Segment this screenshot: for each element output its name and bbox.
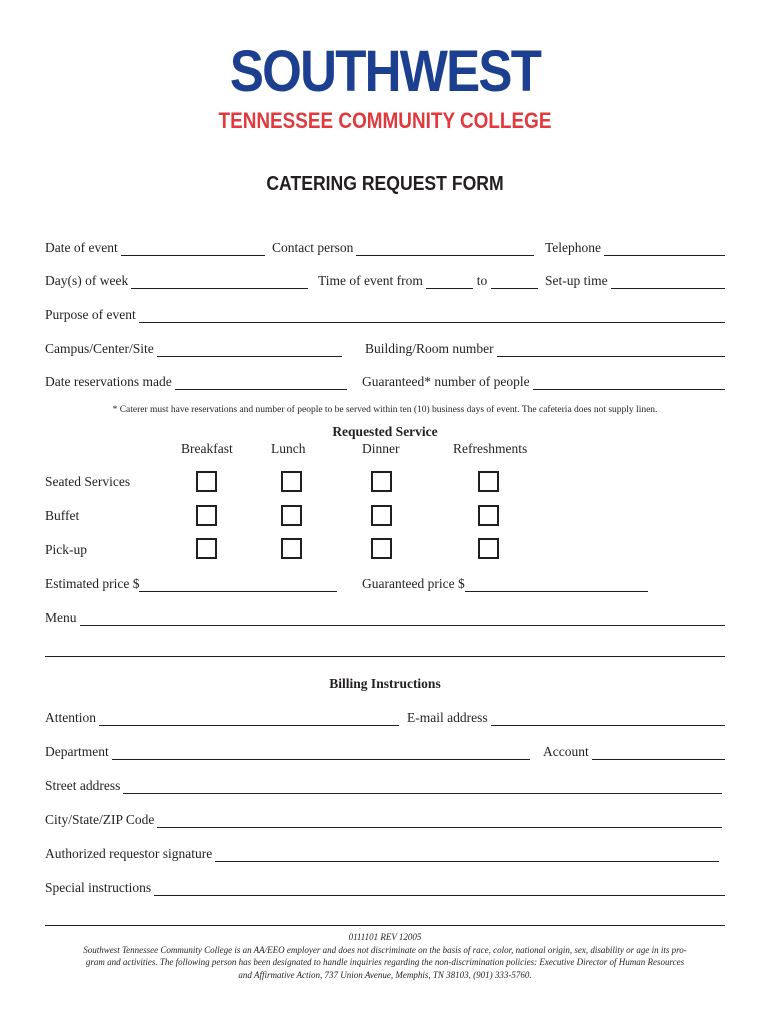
- row-purpose: [45, 305, 725, 325]
- date-of-event-label: Date of event: [45, 240, 118, 255]
- campus-site-field[interactable]: [45, 339, 342, 357]
- attention-label: Attention: [45, 710, 96, 725]
- row-pricing: [45, 574, 725, 594]
- city-state-zip-field[interactable]: [45, 810, 722, 828]
- department-label: Department: [45, 744, 109, 759]
- checkbox-seated-refreshments[interactable]: [478, 471, 499, 492]
- checkbox-pickup-breakfast[interactable]: [196, 538, 217, 559]
- checkbox-seated-breakfast[interactable]: [196, 471, 217, 492]
- row-city: [45, 810, 725, 830]
- requested-service-heading: Requested Service: [332, 424, 438, 439]
- signature-label: Authorized requestor signature: [45, 846, 213, 861]
- footer: [40, 931, 730, 981]
- col-dinner: Dinner: [362, 441, 400, 456]
- col-lunch: Lunch: [271, 441, 306, 456]
- purpose-of-event-label: Purpose of event: [45, 307, 136, 322]
- row-street: [45, 776, 725, 796]
- checkbox-pickup-lunch[interactable]: [281, 538, 302, 559]
- guaranteed-price-field[interactable]: [362, 574, 648, 592]
- row-campus-building: [45, 339, 725, 359]
- menu-field[interactable]: [45, 608, 725, 626]
- row-pick-up: Pick-up: [45, 542, 87, 557]
- logo-college-name: TENNESSEE COMMUNITY COLLEGE: [218, 108, 552, 133]
- caterer-note: * Caterer must have reservations and number of people to be served within ten (10) business days of event. The cafeteria does not supply linen.: [112, 405, 658, 415]
- account-label: Account: [543, 744, 589, 759]
- telephone-label: Telephone: [545, 240, 602, 255]
- contact-person-field[interactable]: [272, 238, 534, 256]
- menu-label: Menu: [45, 610, 77, 625]
- time-of-event-field[interactable]: [318, 271, 538, 289]
- checkbox-pickup-refreshments[interactable]: [478, 538, 499, 559]
- col-breakfast: Breakfast: [181, 441, 233, 456]
- footer-line-2: gram and activities. The following person has been designated to handle inquiries regarding the non-discrimination policies: Executive Director of Human Resources: [85, 957, 685, 967]
- building-room-label: Building/Room number: [365, 341, 494, 356]
- date-reservations-label: Date reservations made: [45, 374, 172, 389]
- street-address-field[interactable]: [45, 776, 722, 794]
- department-field[interactable]: [45, 742, 530, 760]
- guaranteed-price-label: Guaranteed price $: [362, 576, 465, 591]
- checkbox-seated-lunch[interactable]: [281, 471, 302, 492]
- menu-extra-line[interactable]: [45, 656, 725, 657]
- footer-rev: 0111101 REV 12005: [348, 932, 422, 942]
- footer-line-3: and Affirmative Action, 737 Union Avenue, Memphis, TN 38103, (901) 333-5760.: [238, 969, 532, 980]
- setup-time-field[interactable]: [545, 271, 725, 289]
- guaranteed-people-field[interactable]: [362, 372, 725, 390]
- date-reservations-field[interactable]: [45, 372, 347, 390]
- logo-southwest: SOUTHWEST: [229, 39, 541, 104]
- row-reservations: [45, 372, 725, 392]
- checkbox-buffet-refreshments[interactable]: [478, 505, 499, 526]
- email-label: E-mail address: [407, 710, 488, 725]
- row-buffet: Buffet: [45, 508, 80, 523]
- row-event-contact: [45, 238, 725, 258]
- estimated-price-field[interactable]: [45, 574, 337, 592]
- time-to-label: to: [476, 273, 488, 288]
- checkbox-seated-dinner[interactable]: [371, 471, 392, 492]
- days-of-week-label: Day(s) of week: [45, 273, 129, 288]
- account-field[interactable]: [543, 742, 725, 760]
- col-refreshments: Refreshments: [453, 441, 528, 456]
- billing-heading: Billing Instructions: [329, 676, 441, 691]
- attention-field[interactable]: [45, 708, 399, 726]
- special-extra-line[interactable]: [45, 925, 725, 926]
- campus-site-label: Campus/Center/Site: [45, 341, 154, 356]
- contact-person-label: Contact person: [272, 240, 354, 255]
- street-address-label: Street address: [45, 778, 121, 793]
- footer-line-1: Southwest Tennessee Community College is an AA/EEO employer and does not discriminate on the basis of race, color, national origin, sex, disability or age in its pro-: [83, 944, 687, 955]
- time-from-label: Time of event from: [318, 273, 423, 288]
- row-signature: [45, 844, 725, 864]
- checkbox-pickup-dinner[interactable]: [371, 538, 392, 559]
- email-field[interactable]: [407, 708, 725, 726]
- guaranteed-people-label: Guaranteed* number of people: [362, 374, 530, 389]
- checkbox-buffet-lunch[interactable]: [281, 505, 302, 526]
- city-state-zip-label: City/State/ZIP Code: [45, 812, 155, 827]
- days-of-week-field[interactable]: [45, 271, 308, 289]
- purpose-of-event-field[interactable]: [45, 305, 725, 323]
- row-attention-email: [45, 708, 725, 728]
- building-room-field[interactable]: [365, 339, 725, 357]
- date-of-event-field[interactable]: [45, 238, 265, 256]
- row-days-time: [45, 271, 725, 291]
- row-department-account: [45, 742, 725, 762]
- row-seated-services: Seated Services: [45, 474, 131, 489]
- row-menu: [45, 608, 725, 628]
- estimated-price-label: Estimated price $: [45, 576, 140, 591]
- setup-time-label: Set-up time: [545, 273, 608, 288]
- special-instructions-field[interactable]: [45, 878, 725, 896]
- telephone-field[interactable]: [545, 238, 725, 256]
- checkbox-buffet-breakfast[interactable]: [196, 505, 217, 526]
- special-instructions-label: Special instructions: [45, 880, 152, 895]
- checkbox-buffet-dinner[interactable]: [371, 505, 392, 526]
- signature-field[interactable]: [45, 844, 719, 862]
- form-title: CATERING REQUEST FORM: [266, 173, 504, 195]
- row-special: [45, 878, 725, 898]
